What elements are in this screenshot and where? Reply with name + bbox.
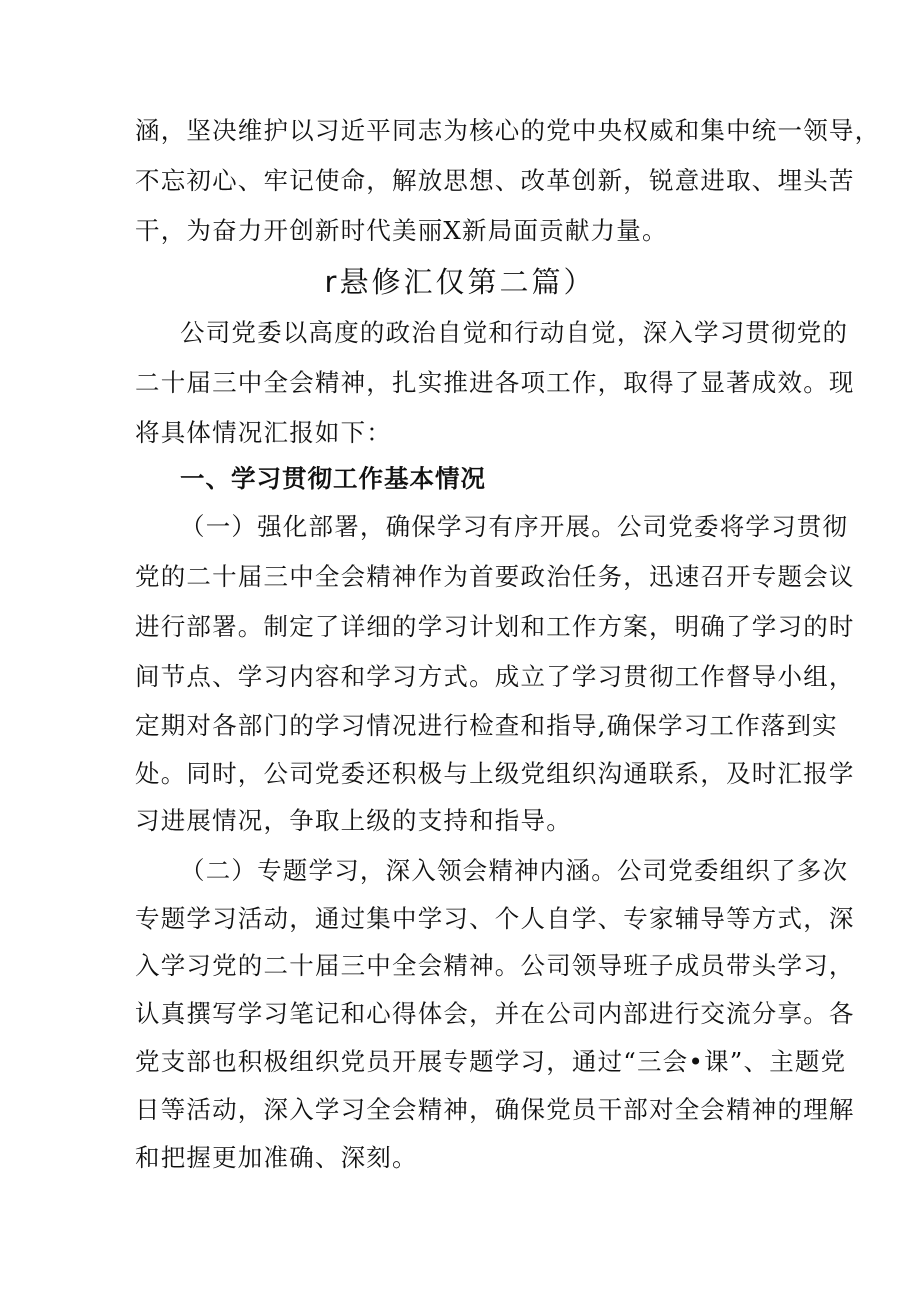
intro-line-2: 二十届三中全会精神，扎实推进各项工作，取得了显著成效。现 [135, 368, 855, 397]
paragraph-2-line-6: 日等活动，深入学习全会精神，确保党员干部对全会精神的理解 [135, 1095, 855, 1124]
paragraph-1-line-5: 定期对各部门的学习情况进行检查和指导,确保学习工作落到实 [135, 711, 838, 740]
opening-line-2: 不忘初心、牢记使命，解放思想、改革创新，锐意进取、埋头苦 [135, 166, 855, 195]
paragraph-2-line-4: 认真撰写学习笔记和心得体会，并在公司内部进行交流分享。各 [135, 999, 855, 1028]
paragraph-2-line-1: （二）专题学习，深入领会精神内涵。公司党委组织了多次 [180, 856, 849, 885]
paragraph-2-line-3: 入学习党的二十届三中全会精神。公司领导班子成员带头学习， [135, 951, 855, 980]
section-heading-1: 一、学习贯彻工作基本情况 [180, 464, 486, 493]
paragraph-1-line-1: （一）强化部署，确保学习有序开展。公司党委将学习贯彻 [180, 512, 849, 541]
paragraph-1-line-6: 处。同时，公司党委还积极与上级党组织沟通联系，及时汇报学 [135, 759, 855, 788]
paragraph-2-line-7: 和把握更加准确、深刻。 [135, 1143, 418, 1172]
intro-line-1: 公司党委以高度的政治自觉和行动自觉，深入学习贯彻党的 [180, 318, 849, 347]
opening-line-3: 干，为奋力开创新时代美丽X新局面贡献力量。 [135, 216, 668, 245]
paragraph-1-line-2: 党的二十届三中全会精神作为首要政治任务，迅速召开专题会议 [135, 562, 855, 591]
paragraph-1-line-4: 间节点、学习内容和学习方式。成立了学习贯彻工作督导小组， [135, 662, 855, 691]
opening-line-1: 涵，坚决维护以习近平同志为核心的党中央权威和集中统一领导， [135, 116, 881, 145]
paragraph-2-line-2: 专题学习活动，通过集中学习、个人自学、专家辅导等方式，深 [135, 904, 855, 933]
document-title: r悬修汇仅第二篇） [324, 265, 596, 299]
paragraph-1-line-3: 进行部署。制定了详细的学习计划和工作方案，明确了学习的时 [135, 612, 855, 641]
paragraph-1-line-7: 习进展情况，争取上级的支持和指导。 [135, 806, 572, 835]
paragraph-2-line-5: 党支部也积极组织党员开展专题学习，通过“三会•课”、主题党 [135, 1047, 847, 1076]
intro-line-3: 将具体情况汇报如下： [135, 418, 392, 447]
